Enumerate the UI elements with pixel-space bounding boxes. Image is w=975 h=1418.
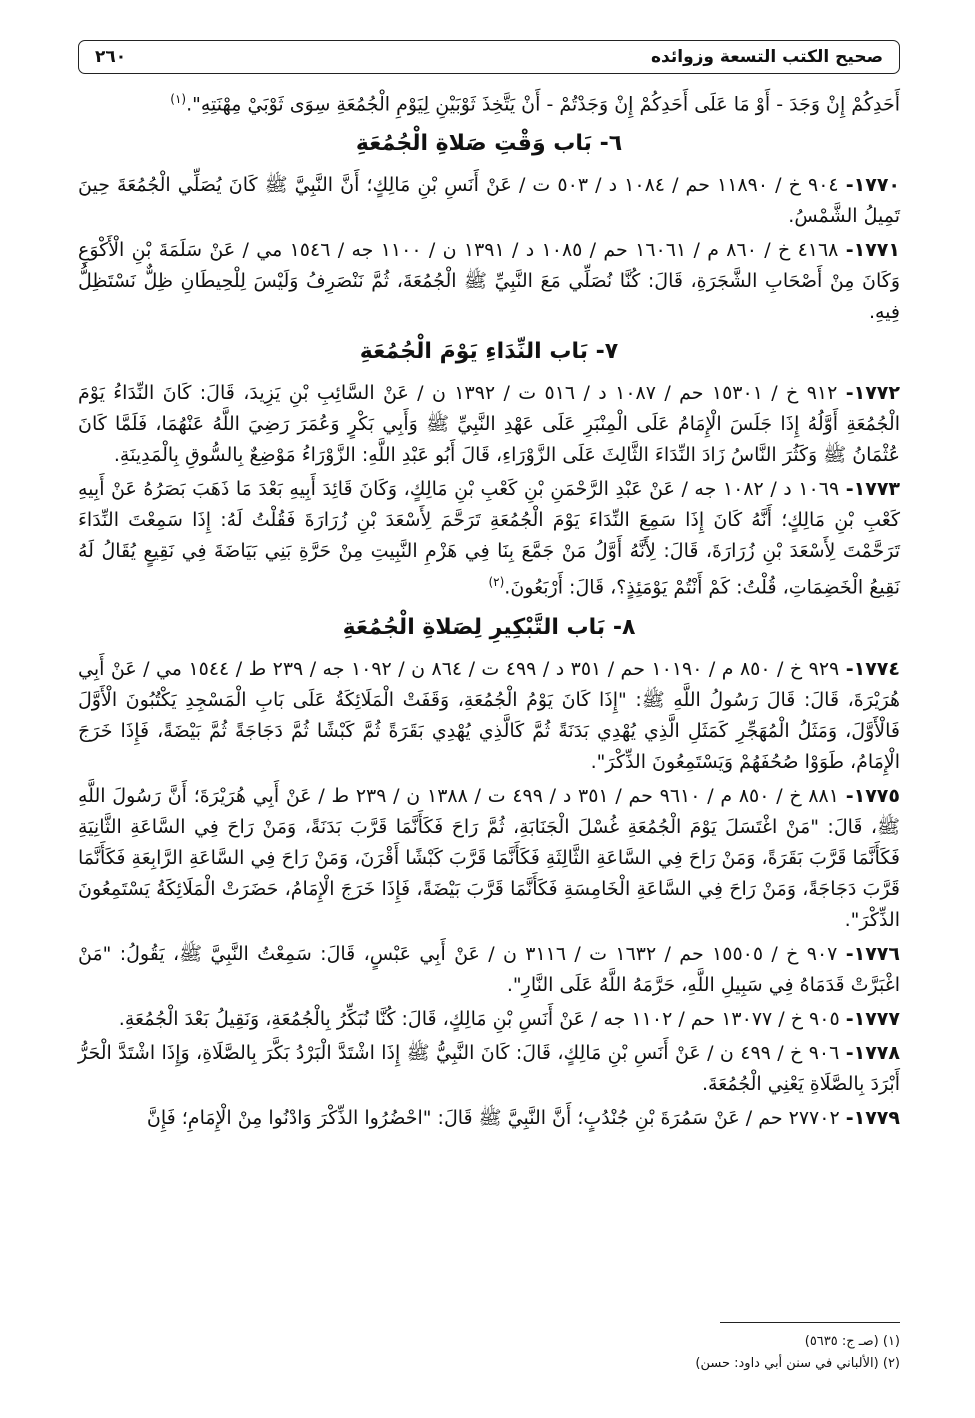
page-header: [78, 40, 900, 74]
hadith-text: ٨٨١ خ / ٨٥٠ م / ٩٦١٠ حم / ٣٥١ د / ٤٩٩ ت / ١٣٨٨ ن / ٢٣٩ ط / عَنْ أَبِي هُرَيْرَةَ؛ أَنَّ رَسُولَ اللَّهِ ﷺ، قَالَ: "مَنْ اغْتَسَلَ يَوْمَ الْجُمُعَةِ غُسْلَ الْجَنَابَةِ، ثُمَّ رَاحَ فَكَأَنَّمَا قَرَّبَ بَدَنَةً، وَمَنْ رَاحَ فِي السَّاعَةِ الثَّانِيَةِ فَكَأَنَّمَا قَرَّبَ بَقَرَةً، وَمَنْ رَاحَ فِي السَّاعَةِ الثَّالِثَةِ فَكَأَنَّمَا قَرَّبَ كَبْشًا أَقْرَنَ، وَمَنْ رَاحَ فِي السَّاعَةِ الرَّابِعَةِ فَكَأَنَّمَا قَرَّبَ دَجَاجَةً، وَمَنْ رَاحَ فِي السَّاعَةِ الْخَامِسَةِ فَكَأَنَّمَا قَرَّبَ بَيْضَةً، فَإِذَا خَرَجَ الْإِمَامُ، حَضَرَتْ الْمَلَائِكَةُ يَسْتَمِعُونَ الذِّكْرَ".: [78, 784, 900, 931]
book-title: صحيح الكتب التسعة وزوائده: [651, 47, 883, 67]
hadith-text: ٩٠٥ خ / ١٣٠٧٧ حم / ١١٠٢ جه / عَنْ أَنَسِ بْنِ مَالِكٍ، قَالَ: كُنَّا نُبَكِّرُ بِالْجُمُعَةِ، وَنَقِيلُ بَعْدَ الْجُمُعَةِ.: [118, 1007, 840, 1030]
footnote: (١) (صـ ج: ٥٦٣٥): [804, 1334, 900, 1349]
hadith-number: ١٧٧٩-: [845, 1106, 900, 1129]
hadith-text: ٩١٢ خ / ١٥٣٠١ حم / ١٠٨٧ د / ٥١٦ ت / ١٣٩٢ ن / عَنْ السَّائِبِ بْنِ يَزِيدَ، قَالَ: كَانَ النِّدَاءُ يَوْمَ الْجُمُعَةِ أَوَّلُهُ إِذَا جَلَسَ الْإِمَامُ عَلَى الْمِنْبَرِ عَلَى عَهْدِ النَّبِيِّ ﷺ وَأَبِي بَكْرٍ وَعُمَرَ رَضِيَ اللَّهُ عَنْهُمَا، فَلَمَّا كَانَ عُثْمَانُ ﷺ وَكَثُرَ النَّاسُ زَادَ النِّدَاءَ الثَّالِثَ عَلَى الزَّوْرَاءِ، قَالَ أَبُو عَبْدِ اللَّهِ: الزَّوْرَاءُ مَوْضِعٌ بِالسُّوقِ بِالْمَدِينَةِ.: [78, 382, 900, 467]
hadith-number: ١٧٧٠-: [845, 174, 901, 197]
hadith-number: ١٧٧٣-: [845, 478, 901, 501]
hadith-entry: [78, 1103, 900, 1134]
footnote-reference: (١): [170, 92, 187, 106]
hadith-text: ٤١٦٨ خ / ٨٦٠ م / ١٦٠٦١ حم / ١٠٨٥ د / ١٣٩١ ن / ١١٠٠ جه / ١٥٤٦ مي / عَنْ سَلَمَةَ بْنِ الْأَكْوَعِ وَكَانَ مِنْ أَصْحَابِ الشَّجَرَةِ، قَالَ: كُنَّا نُصَلِّي مَعَ النَّبِيِّ ﷺ الْجُمُعَةَ، ثُمَّ نَنْصَرِفُ وَلَيْسَ لِلْحِيطَانِ ظِلٌّ نَسْتَظِلُّ فِيهِ.: [78, 239, 900, 324]
hadith-text: أَحَدِكُمْ إِنْ وَجَدَ - أَوْ مَا عَلَى أَحَدِكُمْ إِنْ وَجَدْتُمْ - أَنْ يَتَّخِذَ ثَوْبَيْنِ لِيَوْمِ الْجُمُعَةِ سِوَى ثَوْبَيْ مِهْنَتِهِ".: [186, 93, 900, 116]
book-page: [78, 40, 900, 1137]
hadith-text: ١٠٦٩ د / ١٠٨٢ جه / عَنْ عَبْدِ الرَّحْمَنِ بْنِ كَعْبِ بْنِ مَالِكٍ، وَكَانَ قَائِدَ أَبِيهِ بَعْدَ مَا ذَهَبَ بَصَرُهُ عَنْ أَبِيهِ كَعْبِ بْنِ مَالِكٍ؛ أَنَّهُ كَانَ إِذَا سَمِعَ النِّدَاءَ يَوْمَ الْجُمُعَةِ تَرَحَّمَ لِأَسْعَدَ بْنِ زُرَارَةَ فَقُلْتُ لَهُ: إِذَا سَمِعْتَ النِّدَاءَ تَرَحَّمْتَ لِأَسْعَدَ بْنِ زُرَارَةَ، قَالَ: لِأَنَّهُ أَوَّلُ مَنْ جَمَّعَ بِنَا فِي هَزْمِ النَّبِيتِ مِنْ حَرَّةِ بَنِي بَيَاضَةَ فِي نَقِيعٍ يُقَالُ لَهُ نَقِيعُ الْخَضِمَاتِ، قُلْتُ: كَمْ أَنْتُمْ يَوْمَئِذٍ؟، قَالَ: أَرْبَعُونَ.: [78, 478, 900, 599]
hadith-number: ١٧٧١-: [845, 239, 900, 262]
chapter-heading: ٦- بَاب وَقْتِ صَلاةِ الْجُمُعَةِ: [355, 131, 623, 157]
hadith-text: ٩٠٤ خ / ١١٨٩٠ حم / ١٠٨٤ د / ٥٠٣ ت / عَنْ أَنَسِ بْنِ مَالِكٍ؛ أَنَّ النَّبِيَّ ﷺ كَانَ يُصَلِّي الْجُمُعَةَ حِينَ تَمِيلُ الشَّمْسُ.: [78, 174, 900, 228]
footnote: (٢) (الألباني في سنن أبي داود: حسن): [695, 1356, 900, 1371]
hadith-entry: [78, 1004, 900, 1035]
page-body: [78, 84, 900, 1134]
hadith-entry: [78, 378, 900, 471]
hadith-entry: [78, 474, 900, 603]
hadith-text: ٢٧٧٠٢ حم / عَنْ سَمُرَةَ بْنِ جُنْدُبٍ؛ أَنَّ النَّبِيَّ ﷺ قَالَ: "احْضُرُوا الذِّكْرَ وَادْنُوا مِنْ الْإِمَامِ؛ فَإِنَّ: [146, 1106, 840, 1129]
page-number: ٢٦٠: [95, 47, 127, 67]
hadith-number: ١٧٧٤-: [845, 657, 900, 680]
hadith-entry: [78, 84, 900, 120]
hadith-text: ٩٠٦ خ / ٤٩٩ ن / عَنْ أَنَسِ بْنِ مَالِكٍ، قَالَ: كَانَ النَّبِيُّ ﷺ إِذَا اشْتَدَّ الْبَرْدُ بَكَّرَ بِالصَّلَاةِ، وَإِذَا اشْتَدَّ الْحَرُّ أَبْرَدَ بِالصَّلَاةِ يَعْنِي الْجُمُعَةَ.: [78, 1041, 900, 1095]
hadith-entry: [78, 170, 900, 232]
hadith-entry: [78, 939, 900, 1001]
chapter-heading: ٨- بَاب التَّبْكِيرِ لِصَلاةِ الْجُمُعَةِ: [342, 614, 636, 640]
hadith-number: ١٧٧٢-: [845, 382, 900, 405]
hadith-text: ٩٠٧ خ / ١٥٥٠٥ حم / ١٦٣٢ ت / ٣١١٦ ن / عَنْ أَبِي عَبْسٍ، قَالَ: سَمِعْتُ النَّبِيَّ ﷺ، يَقُولُ: "مَنْ اغْبَرَّتْ قَدَمَاهُ فِي سَبِيلِ اللَّهِ، حَرَّمَهُ اللَّهُ عَلَى النَّارِ".: [78, 942, 900, 996]
chapter-heading: ٧- بَاب النِّدَاءِ يَوْمَ الْجُمُعَةِ: [359, 339, 619, 365]
hadith-number: ١٧٧٨-: [845, 1041, 900, 1064]
hadith-number: ١٧٧٥-: [845, 784, 900, 807]
footnote-reference: (٢): [488, 575, 505, 590]
footnote-divider: [720, 1322, 900, 1323]
hadith-entry: [78, 235, 900, 328]
hadith-number: ١٧٧٦-: [845, 942, 900, 965]
hadith-entry: [78, 1038, 900, 1100]
hadith-number: ١٧٧٧-: [845, 1007, 900, 1030]
footnotes-section: [78, 1322, 900, 1375]
hadith-entry: [78, 781, 900, 936]
hadith-text: ٩٢٩ خ / ٨٥٠ م / ١٠١٩٠ حم / ٣٥١ د / ٤٩٩ ت / ٨٦٤ ن / ١٠٩٢ جه / ٢٣٩ ط / ١٥٤٤ مي / عَنْ أَبِي هُرَيْرَةَ، قَالَ: قَالَ رَسُولُ اللَّهِ ﷺ: "إِذَا كَانَ يَوْمُ الْجُمُعَةِ، وَقَفَتْ الْمَلَائِكَةُ عَلَى بَابِ الْمَسْجِدِ يَكْتُبُونَ الْأَوَّلَ فَالْأَوَّلَ، وَمَثَلُ الْمُهَجِّرِ كَمَثَلِ الَّذِي يُهْدِي بَدَنَةً ثُمَّ كَالَّذِي يُهْدِي بَقَرَةً ثُمَّ كَبْشًا ثُمَّ دَجَاجَةً ثُمَّ بَيْضَةً، فَإِذَا خَرَجَ الْإِمَامُ، طَوَوْا صُحُفَهُمْ وَيَسْتَمِعُونَ الذِّكْرَ".: [78, 657, 900, 773]
hadith-entry: [78, 654, 900, 778]
